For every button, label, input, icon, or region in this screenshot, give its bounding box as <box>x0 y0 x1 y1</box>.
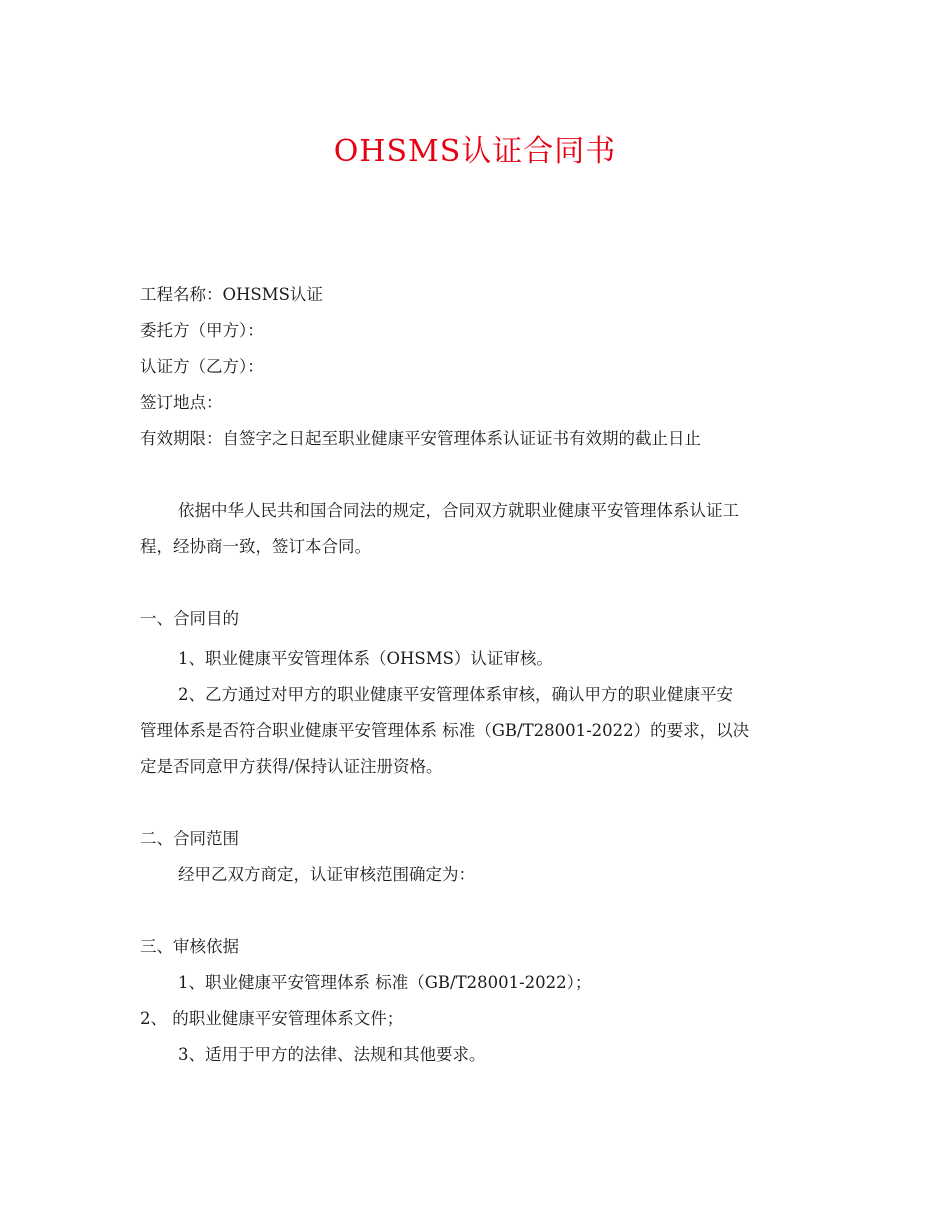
section-1-item-2-line-3: 定是否同意甲方获得/保持认证注册资格。 <box>140 757 443 776</box>
section-1-item-2-line-2: 管理体系是否符合职业健康平安管理体系 标准（GB/T28001-2022）的要求，以决 <box>140 721 750 740</box>
document-title: OHSMS认证合同书 <box>333 134 617 169</box>
section-3-heading: 三、审核依据 <box>140 937 239 956</box>
field-signing-place: 签订地点： <box>140 393 223 412</box>
section-1-item-2-line-1: 2、乙方通过对甲方的职业健康平安管理体系审核，确认甲方的职业健康平安 <box>178 685 733 704</box>
section-1-item-1: 1、职业健康平安管理体系（OHSMS）认证审核。 <box>178 649 553 668</box>
section-2-body: 经甲乙双方商定，认证审核范围确定为： <box>178 865 475 884</box>
section-3-item-3: 3、适用于甲方的法律、法规和其他要求。 <box>178 1045 486 1064</box>
field-project-name: 工程名称：OHSMS认证 <box>140 285 323 304</box>
intro-line-2: 程，经协商一致，签订本合同。 <box>140 537 371 556</box>
intro-line-1: 依据中华人民共和国合同法的规定，合同双方就职业健康平安管理体系认证工 <box>178 501 739 520</box>
field-client: 委托方（甲方）： <box>140 321 264 340</box>
section-1-heading: 一、合同目的 <box>140 609 239 628</box>
section-3-item-2: 2、 的职业健康平安管理体系文件； <box>140 1009 404 1028</box>
section-2-heading: 二、合同范围 <box>140 829 239 848</box>
section-3-item-1: 1、职业健康平安管理体系 标准（GB/T28001-2022）； <box>178 973 592 992</box>
field-validity: 有效期限：自签字之日起至职业健康平安管理体系认证证书有效期的截止日止 <box>140 429 701 448</box>
field-certifier: 认证方（乙方）： <box>140 357 264 376</box>
